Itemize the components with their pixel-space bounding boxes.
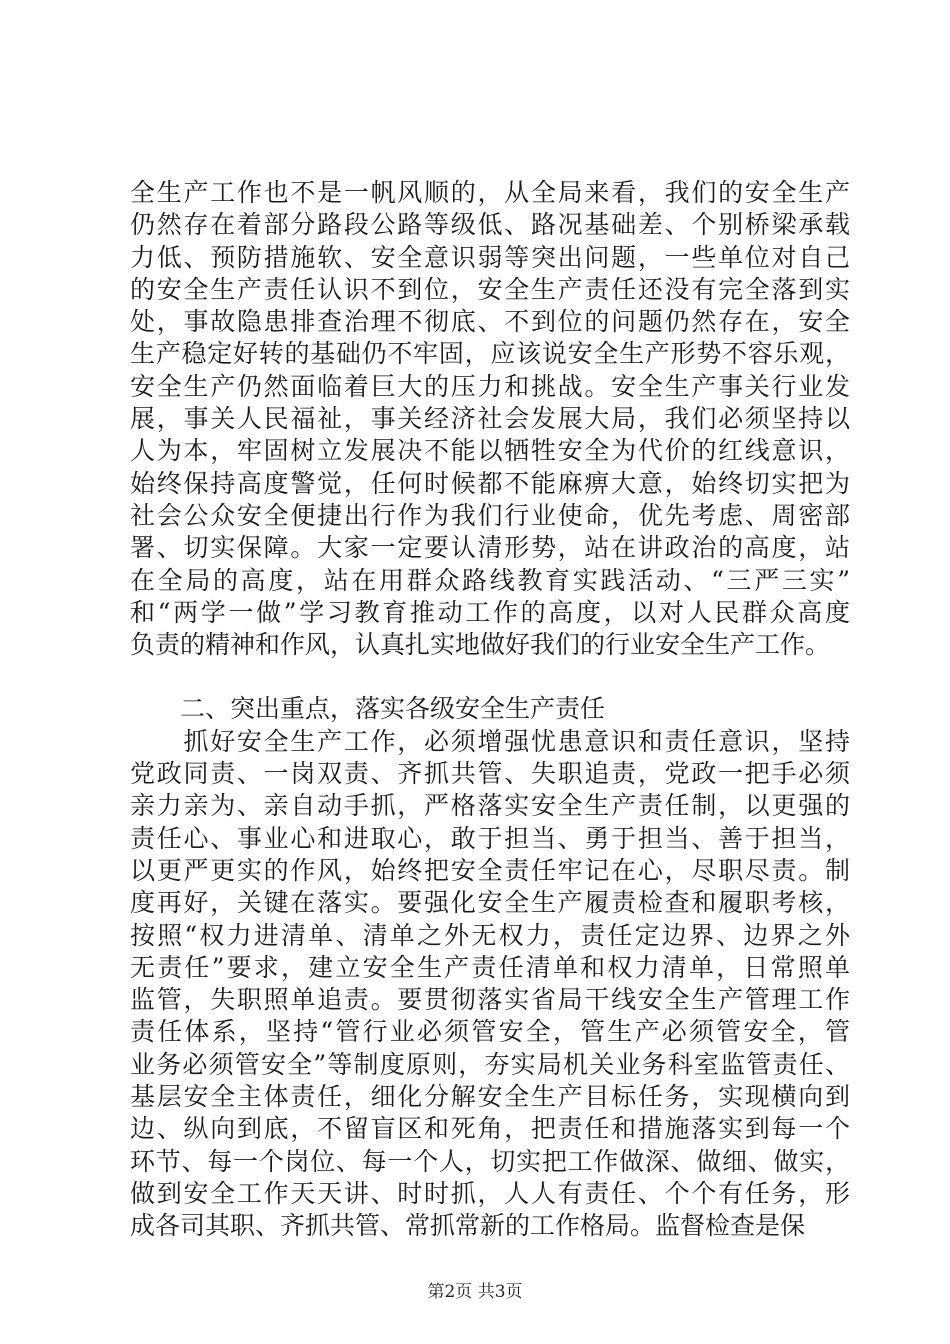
text-line: 负责的精神和作风，认真扎实地做好我们的行业安全生产工作。 (130, 630, 831, 660)
text-line: 度再好，关键在落实。要强化安全生产履责检查和履职考核， (130, 888, 850, 918)
text-line: 亲力亲为、亲自动手抓，严格落实安全生产责任制，以更强的 (130, 791, 850, 821)
text-line: 的安全生产责任认识不到位，安全生产责任还没有完全落到实 (130, 274, 850, 304)
paragraph-gap (130, 661, 850, 693)
text-line: 基层安全主体责任，细化分解安全生产目标任务，实现横向到 (130, 1082, 850, 1112)
section-heading: 二、突出重点，落实各级安全生产责任 (130, 694, 606, 724)
text-line: 业务必须管安全”等制度原则，夯实局机关业务科室监管责任、 (130, 1049, 850, 1079)
text-line: 责任心、事业心和进取心，敢于担当、勇于担当、善于担当， (130, 823, 850, 853)
text-line: 全生产工作也不是一帆风顺的，从全局来看，我们的安全生产 (130, 178, 850, 207)
text-line: 署、切实保障。大家一定要认清形势，站在讲政治的高度，站 (130, 533, 850, 563)
text-line: 处，事故隐患排查治理不彻底、不到位的问题仍然存在，安全 (130, 307, 850, 337)
text-line: 和“两学一做”学习教育推动工作的高度，以对人民群众高度 (130, 597, 850, 627)
text-line: 力低、预防措施软、安全意识弱等突出问题，一些单位对自己 (130, 242, 850, 272)
text-line: 在全局的高度，站在用群众路线教育实践活动、“三严三实” (130, 565, 850, 595)
page-number-footer: 第2页 共3页 (427, 1282, 523, 1302)
text-line: 安全生产仍然面临着巨大的压力和挑战。安全生产事关行业发 (130, 371, 850, 401)
text-line: 监管，失职照单追责。要贯彻落实省局干线安全生产管理工作 (130, 985, 850, 1015)
text-line: 无责任”要求，建立安全生产责任清单和权力清单，日常照单 (130, 952, 850, 982)
text-line: 社会公众安全便捷出行作为我们行业使命，优先考虑、周密部 (130, 500, 850, 530)
text-line: 成各司其职、齐抓共管、常抓常新的工作格局。监督检查是保 (130, 1211, 806, 1241)
text-line: 人为本，牢固树立发展决不能以牺牲安全为代价的红线意识， (130, 436, 850, 466)
text-line: 环节、每一个岗位、每一个人，切实把工作做深、做细、做实， (130, 1146, 850, 1176)
text-line: 始终保持高度警觉，任何时候都不能麻痹大意，始终切实把为 (130, 468, 850, 498)
text-line: 仍然存在着部分路段公路等级低、路况基础差、个别桥梁承载 (130, 210, 850, 240)
text-line: 以更严更实的作风，始终把安全责任牢记在心，尽职尽责。制 (130, 855, 850, 885)
text-line: 边、纵向到底，不留盲区和死角，把责任和措施落实到每一个 (130, 1114, 850, 1144)
paragraph-1 (130, 177, 850, 661)
text-line: 展，事关人民福祉，事关经济社会发展大局，我们必须坚持以 (130, 404, 850, 434)
text-line: 按照“权力进清单、清单之外无权力，责任定边界、边界之外 (130, 920, 850, 950)
text-line: 抓好安全生产工作，必须增强忧患意识和责任意识，坚持 (130, 726, 850, 756)
text-line: 生产稳定好转的基础仍不牢固，应该说安全生产形势不容乐观， (130, 339, 850, 369)
text-line: 责任体系，坚持“管行业必须管安全，管生产必须管安全，管 (130, 1017, 850, 1047)
document-body (130, 177, 850, 1243)
paragraph-2 (130, 726, 850, 1243)
text-line: 做到安全工作天天讲、时时抓，人人有责任、个个有任务，形 (130, 1178, 850, 1208)
text-line: 党政同责、一岗双责、齐抓共管、失职追责，党政一把手必须 (130, 759, 850, 789)
